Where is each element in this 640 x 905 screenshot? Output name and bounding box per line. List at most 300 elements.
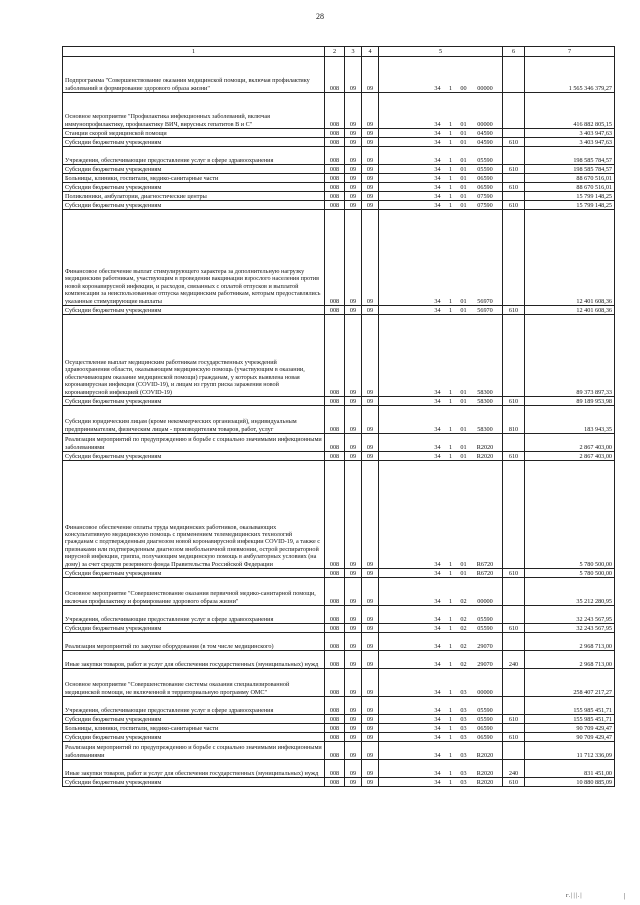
row-sum: 89 189 953,98 [525,397,615,406]
target-article-part: 34 [434,165,441,173]
row-expense-type [503,461,525,569]
row-target-article [379,315,503,397]
row-podrazdel: 09 [362,406,379,434]
target-article-part: 34 [434,84,441,92]
row-expense-type: 610 [503,569,525,578]
row-expense-type: 610 [503,624,525,633]
target-article-part: 01 [460,443,467,451]
target-article-part: 03 [460,715,467,723]
target-article-part: 1 [448,183,453,191]
row-razdel: 09 [345,93,362,129]
table-row [63,138,615,147]
row-glava: 008 [325,147,345,165]
target-article-part: 1 [448,660,453,668]
row-glava: 008 [325,733,345,742]
row-sum: 5 780 500,00 [525,569,615,578]
row-name: Больницы, клиники, госпитали, медико-санитарные части [63,724,325,733]
row-expense-type [503,147,525,165]
row-podrazdel: 09 [362,715,379,724]
row-target-article [379,724,503,733]
row-podrazdel: 09 [362,201,379,210]
row-expense-type: 810 [503,406,525,434]
row-target-article [379,697,503,715]
target-article-part: 04590 [477,129,493,137]
row-glava: 008 [325,624,345,633]
row-target-article [379,93,503,129]
row-razdel: 09 [345,569,362,578]
target-article-part: 00000 [477,597,493,605]
target-article-part: 34 [434,443,441,451]
table-row [63,578,615,606]
row-name: Станции скорой медицинской помощи [63,129,325,138]
row-razdel: 09 [345,461,362,569]
row-razdel: 09 [345,315,362,397]
row-sum: 5 780 500,00 [525,461,615,569]
target-article-part: 34 [434,425,441,433]
target-article-part: 34 [434,624,441,632]
target-article-part: 1 [448,560,453,568]
row-razdel: 09 [345,778,362,787]
table-row [63,606,615,624]
row-glava: 008 [325,633,345,651]
row-razdel: 09 [345,147,362,165]
target-article-part: 01 [460,156,467,164]
row-name: Субсидии бюджетным учреждениям [63,733,325,742]
row-sum: 15 799 148,25 [525,201,615,210]
row-podrazdel: 09 [362,452,379,461]
row-sum: 155 985 451,71 [525,715,615,724]
target-article-part: 1 [448,733,453,741]
table-row [63,306,615,315]
column-header: 4 [362,47,379,57]
table-row [63,697,615,715]
table-row [63,715,615,724]
row-razdel: 09 [345,397,362,406]
row-glava: 008 [325,715,345,724]
target-article-part: 06590 [477,174,493,182]
target-article-part: 34 [434,642,441,650]
row-razdel: 09 [345,733,362,742]
table-row [63,452,615,461]
target-article-part: 01 [460,306,467,314]
row-expense-type [503,578,525,606]
row-glava: 008 [325,461,345,569]
table-row [63,315,615,397]
target-article-part: 00 [460,84,467,92]
column-header: 7 [525,47,615,57]
row-expense-type [503,192,525,201]
target-article-part: 1 [448,624,453,632]
row-podrazdel: 09 [362,697,379,715]
target-article-part: 1 [448,138,453,146]
row-sum: 198 585 784,57 [525,147,615,165]
row-target-article [379,406,503,434]
row-razdel: 09 [345,669,362,697]
target-article-part: 1 [448,397,453,405]
row-podrazdel: 09 [362,93,379,129]
row-glava: 008 [325,724,345,733]
row-razdel: 09 [345,406,362,434]
row-sum: 2 968 713,00 [525,633,615,651]
target-article-part: R2020 [476,778,494,786]
row-razdel: 09 [345,724,362,733]
table-row [63,633,615,651]
row-expense-type: 610 [503,165,525,174]
row-expense-type [503,742,525,760]
table-body [63,57,615,787]
row-podrazdel: 09 [362,669,379,697]
table-row [63,183,615,192]
target-article-part: 34 [434,715,441,723]
row-expense-type: 610 [503,733,525,742]
row-name: Субсидии бюджетным учреждениям [63,452,325,461]
target-article-part: 01 [460,297,467,305]
row-name: Субсидии бюджетным учреждениям [63,715,325,724]
row-podrazdel: 09 [362,165,379,174]
row-name: Подпрограмма "Совершенствование оказания медицинской помощи, включая профилактику заболеваний и формирование здорового образа жизни" [63,57,325,93]
row-sum: 88 670 516,01 [525,174,615,183]
target-article-part: 03 [460,733,467,741]
table-row [63,724,615,733]
row-expense-type: 240 [503,760,525,778]
row-glava: 008 [325,57,345,93]
row-name: Субсидии бюджетным учреждениям [63,624,325,633]
row-target-article [379,624,503,633]
row-sum: 1 565 346 379,27 [525,57,615,93]
page-number: 28 [316,12,324,21]
target-article-part: 01 [460,174,467,182]
table-row [63,778,615,787]
row-podrazdel: 09 [362,315,379,397]
row-expense-type [503,697,525,715]
target-article-part: 34 [434,688,441,696]
row-sum: 90 709 429,47 [525,724,615,733]
target-article-part: 34 [434,778,441,786]
target-article-part: 01 [460,129,467,137]
row-glava: 008 [325,669,345,697]
row-sum: 89 373 897,33 [525,315,615,397]
target-article-part: R2020 [476,751,494,759]
target-article-part: 1 [448,778,453,786]
target-article-part: 1 [448,425,453,433]
row-sum: 2 867 403,00 [525,434,615,452]
row-name: Учреждения, обеспечивающие предоставление услуг в сфере здравоохранения [63,606,325,624]
row-expense-type [503,669,525,697]
row-name: Субсидии бюджетным учреждениям [63,569,325,578]
target-article-part: 01 [460,165,467,173]
column-header: 2 [325,47,345,57]
row-sum: 12 401 608,36 [525,210,615,306]
target-article-part: 34 [434,769,441,777]
row-expense-type: 610 [503,306,525,315]
target-article-part: 07590 [477,192,493,200]
table-row [63,210,615,306]
row-name: Реализация мероприятий по предупреждению и борьбе с социально значимыми инфекционными заболеваниями [63,742,325,760]
row-target-article [379,461,503,569]
row-name: Учреждения, обеспечивающие предоставление услуг в сфере здравоохранения [63,147,325,165]
row-razdel: 09 [345,57,362,93]
target-article-part: 02 [460,660,467,668]
row-razdel: 09 [345,633,362,651]
row-glava: 008 [325,397,345,406]
target-article-part: 1 [448,129,453,137]
target-article-part: 03 [460,724,467,732]
table-row [63,669,615,697]
target-article-part: 1 [448,615,453,623]
table-row [63,569,615,578]
target-article-part: 58300 [477,388,493,396]
row-glava: 008 [325,183,345,192]
table-row [63,760,615,778]
table-row [63,397,615,406]
row-target-article [379,606,503,624]
footer-stamp: г.|||.| [566,893,583,899]
row-target-article [379,669,503,697]
row-expense-type [503,174,525,183]
row-target-article [379,201,503,210]
row-sum: 35 212 280,95 [525,578,615,606]
row-target-article [379,129,503,138]
row-name: Иные закупки товаров, работ и услуг для обеспечения государственных (муниципальных) нужд [63,651,325,669]
row-expense-type [503,57,525,93]
target-article-part: 29070 [477,642,493,650]
table-row [63,174,615,183]
target-article-part: 34 [434,201,441,209]
row-name: Иные закупки товаров, работ и услуг для обеспечения государственных (муниципальных) нужд [63,760,325,778]
row-name: Учреждения, обеспечивающие предоставление услуг в сфере здравоохранения [63,697,325,715]
row-razdel: 09 [345,201,362,210]
target-article-part: 03 [460,769,467,777]
target-article-part: 03 [460,778,467,786]
row-target-article [379,147,503,165]
row-glava: 008 [325,569,345,578]
row-razdel: 09 [345,452,362,461]
target-article-part: 01 [460,425,467,433]
target-article-part: 01 [460,397,467,405]
target-article-part: 1 [448,452,453,460]
row-podrazdel: 09 [362,724,379,733]
row-podrazdel: 09 [362,57,379,93]
row-sum: 183 943,35 [525,406,615,434]
row-sum: 88 670 516,01 [525,183,615,192]
target-article-part: 01 [460,560,467,568]
table-row [63,434,615,452]
row-razdel: 09 [345,742,362,760]
row-name: Субсидии бюджетным учреждениям [63,183,325,192]
row-target-article [379,57,503,93]
target-article-part: 1 [448,165,453,173]
row-name: Осуществление выплат медицинским работникам государственных учреждений здравоохранения области, оказывающим медицинскую помощь (участвующим в оказании, обеспечивающим оказание медицинской помощи) гражданам, у которых выявлена новая коронавирусная инфекция (COVID-19), и лицам из групп риска заражения новой коронавирусной инфекцией (COVID-19) [63,315,325,397]
target-article-part: R2020 [476,443,494,451]
row-sum: 32 243 567,95 [525,606,615,624]
row-target-article [379,192,503,201]
target-article-part: 34 [434,452,441,460]
table-row [63,624,615,633]
target-article-part: 34 [434,569,441,577]
target-article-part: 05590 [477,156,493,164]
row-name: Поликлиники, амбулатории, диагностические центры [63,192,325,201]
table-row [63,57,615,93]
target-article-part: 1 [448,156,453,164]
row-name: Финансовое обеспечение выплат стимулирующего характера за дополнительную нагрузку медицинским работникам, участвующим в проведении вакцинации взрослого населения против новой коронавирусной инфекции, и расходов, связанных с оплатой отпусков и выплатой компенсации за неиспользованные отпуска медицинским работникам, которым предоставлялись указанные стимулирующие выплаты [63,210,325,306]
row-razdel: 09 [345,434,362,452]
row-razdel: 09 [345,174,362,183]
target-article-part: 34 [434,751,441,759]
target-article-part: 1 [448,306,453,314]
row-glava: 008 [325,760,345,778]
target-article-part: 01 [460,201,467,209]
target-article-part: 34 [434,183,441,191]
row-name: Субсидии бюджетным учреждениям [63,138,325,147]
table-row [63,461,615,569]
row-glava: 008 [325,578,345,606]
row-target-article [379,569,503,578]
row-name: Субсидии бюджетным учреждениям [63,397,325,406]
target-article-part: 34 [434,120,441,128]
row-sum: 12 401 608,36 [525,306,615,315]
target-article-part: 01 [460,138,467,146]
row-podrazdel: 09 [362,138,379,147]
row-expense-type: 610 [503,138,525,147]
row-podrazdel: 09 [362,174,379,183]
row-glava: 008 [325,651,345,669]
row-glava: 008 [325,192,345,201]
target-article-part: 1 [448,751,453,759]
row-sum: 3 403 947,63 [525,138,615,147]
row-sum: 3 403 947,63 [525,129,615,138]
target-article-part: 03 [460,751,467,759]
target-article-part: 05590 [477,706,493,714]
target-article-part: 00000 [477,84,493,92]
row-podrazdel: 09 [362,742,379,760]
target-article-part: R6720 [476,560,494,568]
row-razdel: 09 [345,651,362,669]
target-article-part: 06590 [477,733,493,741]
target-article-part: 58300 [477,425,493,433]
table-row [63,165,615,174]
row-podrazdel: 09 [362,434,379,452]
target-article-part: 1 [448,443,453,451]
target-article-part: R6720 [476,569,494,577]
row-razdel: 09 [345,760,362,778]
row-expense-type [503,633,525,651]
row-podrazdel: 09 [362,760,379,778]
row-glava: 008 [325,697,345,715]
target-article-part: 1 [448,201,453,209]
target-article-part: 34 [434,306,441,314]
target-article-part: R2020 [476,769,494,777]
row-razdel: 09 [345,183,362,192]
row-target-article [379,715,503,724]
row-razdel: 09 [345,697,362,715]
target-article-part: 58300 [477,397,493,405]
row-name: Реализация мероприятий по закупке оборудования (в том числе медицинского) [63,633,325,651]
row-target-article [379,633,503,651]
row-expense-type [503,210,525,306]
target-article-part: 56970 [477,297,493,305]
row-podrazdel: 09 [362,651,379,669]
target-article-part: 01 [460,120,467,128]
row-name: Субсидии бюджетным учреждениям [63,201,325,210]
row-expense-type: 610 [503,452,525,461]
row-glava: 008 [325,606,345,624]
target-article-part: 1 [448,297,453,305]
row-expense-type [503,129,525,138]
row-target-article [379,760,503,778]
table-row [63,733,615,742]
column-header: 1 [63,47,325,57]
row-glava: 008 [325,210,345,306]
column-header: 3 [345,47,362,57]
row-glava: 008 [325,93,345,129]
target-article-part: 34 [434,129,441,137]
target-article-part: 06590 [477,724,493,732]
target-article-part: 1 [448,192,453,200]
target-article-part: 01 [460,569,467,577]
target-article-part: 01 [460,452,467,460]
target-article-part: 1 [448,642,453,650]
target-article-part: 1 [448,724,453,732]
row-target-article [379,397,503,406]
row-podrazdel: 09 [362,397,379,406]
row-sum: 155 985 451,71 [525,697,615,715]
row-target-article [379,138,503,147]
row-target-article [379,578,503,606]
row-podrazdel: 09 [362,578,379,606]
row-sum: 198 585 784,57 [525,165,615,174]
column-header: 5 [379,47,503,57]
row-expense-type: 610 [503,183,525,192]
row-glava: 008 [325,742,345,760]
target-article-part: 02 [460,624,467,632]
row-podrazdel: 09 [362,733,379,742]
row-razdel: 09 [345,165,362,174]
row-name: Финансовое обеспечение оплаты труда медицинских работников, оказывающих консультативную медицинскую помощь с применением телемедицинских технологий гражданам с подтвержденным диагнозом новой коронавирусной инфекции COVID-19, а также с признаками или подтвержденным диагнозом внебольничной пневмонии, острой респираторной вирусной инфекции, гриппа, получающим медицинскую помощь в амбулаторных условиях (на дому) за счет средств резервного фонда Правительства Российской Федерации [63,461,325,569]
row-razdel: 09 [345,624,362,633]
target-article-part: 34 [434,615,441,623]
row-glava: 008 [325,174,345,183]
row-target-article [379,306,503,315]
target-article-part: 03 [460,688,467,696]
edge-mark: | [624,892,626,900]
target-article-part: 02 [460,642,467,650]
row-expense-type: 610 [503,715,525,724]
row-expense-type [503,315,525,397]
row-podrazdel: 09 [362,147,379,165]
row-sum: 11 712 336,09 [525,742,615,760]
target-article-part: 34 [434,597,441,605]
target-article-part: R2020 [476,452,494,460]
target-article-part: 1 [448,769,453,777]
row-razdel: 09 [345,578,362,606]
row-razdel: 09 [345,210,362,306]
table-row [63,129,615,138]
target-article-part: 03 [460,706,467,714]
row-sum: 258 407 217,27 [525,669,615,697]
row-target-article [379,651,503,669]
target-article-part: 02 [460,597,467,605]
row-podrazdel: 09 [362,129,379,138]
target-article-part: 1 [448,715,453,723]
row-sum: 90 709 429,47 [525,733,615,742]
target-article-part: 34 [434,156,441,164]
row-sum: 10 880 885,09 [525,778,615,787]
row-glava: 008 [325,434,345,452]
row-podrazdel: 09 [362,461,379,569]
row-podrazdel: 09 [362,210,379,306]
row-name: Основное мероприятие "Совершенствование системы оказания специализированной медицинской помощи, не включенной в территориальную программу ОМС" [63,669,325,697]
row-sum: 32 243 567,95 [525,624,615,633]
